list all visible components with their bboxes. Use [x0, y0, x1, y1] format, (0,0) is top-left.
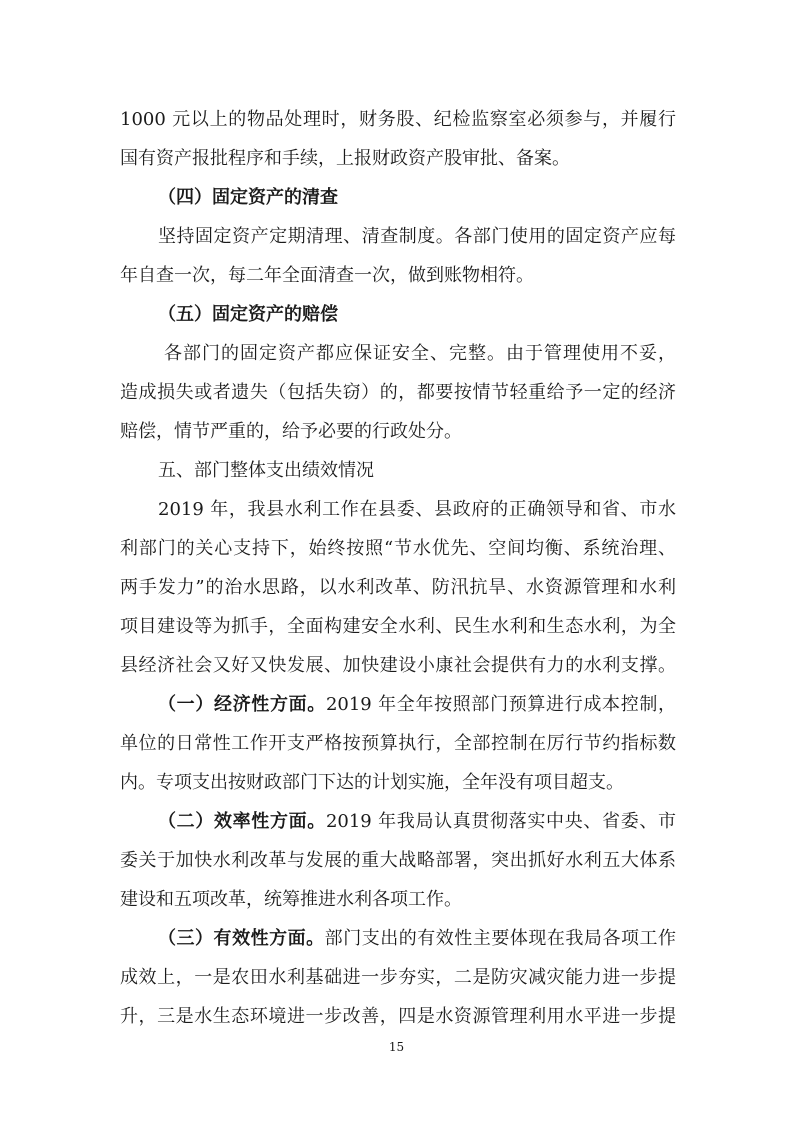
text-line	[120, 770, 676, 796]
text-line-content: 各部门的固定资产都应保证安全、完整。由于管理使用不妥，	[164, 343, 676, 364]
text-line	[120, 965, 676, 991]
text-line-content: 2019 年我局认真贯彻落实中央、省委、市	[325, 811, 676, 832]
text-line	[120, 848, 676, 874]
text-line	[158, 497, 676, 523]
section-heading-text: （四）固定资产的清查	[158, 187, 338, 208]
text-line	[158, 809, 676, 835]
text-line-content: 两手发力”的治水思路，以水利改革、防汛抗旱、水资源管理和水利	[120, 577, 676, 598]
text-line	[120, 380, 676, 406]
text-line-content: 国有资产报批程序和手续，上报财政资产股审批、备案。	[120, 148, 570, 169]
section-heading	[158, 302, 676, 328]
text-line-content: 单位的日常性工作开支严格按预算执行，全部控制在厉行节约指标数	[120, 733, 676, 754]
text-line-content: 1000 元以上的物品处理时，财务股、纪检监察室必须参与，并履行	[120, 109, 676, 130]
text-line-content: 2019 年，我县水利工作在县委、县政府的正确领导和省、市水	[158, 499, 676, 520]
text-line	[120, 263, 676, 289]
text-line	[120, 614, 676, 640]
inline-bold-lead: （三）有效性方面。	[158, 928, 325, 949]
text-line	[158, 692, 676, 718]
inline-bold-lead: （二）效率性方面。	[158, 811, 326, 832]
section-heading-text: （五）固定资产的赔偿	[158, 304, 338, 325]
inline-bold-lead: （一）经济性方面。	[158, 694, 326, 715]
text-line-content: 坚持固定资产定期清理、清查制度。各部门使用的固定资产应每	[158, 226, 676, 247]
text-line	[120, 419, 676, 445]
text-line-content: 赔偿，情节严重的，给予必要的行政处分。	[120, 421, 462, 442]
text-line	[164, 341, 676, 367]
text-line	[120, 887, 676, 913]
text-line	[120, 575, 676, 601]
text-line-content: 造成损失或者遗失（包括失窃）的，都要按情节轻重给予一定的经济	[120, 382, 676, 403]
text-line	[120, 536, 676, 562]
section-heading	[158, 185, 676, 211]
text-line-content: 委关于加快水利改革与发展的重大战略部署，突出抓好水利五大体系	[120, 850, 676, 871]
text-line-content: 利部门的关心支持下，始终按照“节水优先、空间均衡、系统治理、	[120, 538, 676, 559]
text-line-content: 项目建设等为抓手，全面构建安全水利、民生水利和生态水利，为全	[120, 616, 676, 637]
text-line	[120, 731, 676, 757]
text-line	[158, 926, 676, 952]
text-line	[120, 146, 676, 172]
text-line-content: 县经济社会又好又快发展、加快建设小康社会提供有力的水利支撑。	[120, 655, 676, 676]
text-line-content: 2019 年全年按照部门预算进行成本控制，	[325, 694, 676, 715]
text-line-content: 成效上，一是农田水利基础进一步夯实，二是防灾减灾能力进一步提	[120, 967, 676, 988]
text-line	[120, 107, 676, 133]
text-line-content: 年自查一次，每二年全面清查一次，做到账物相符。	[120, 265, 534, 286]
text-line-content: 升，三是水生态环境进一步改善，四是水资源管理利用水平进一步提	[120, 1006, 676, 1027]
text-line	[158, 224, 676, 250]
text-line	[120, 1004, 676, 1030]
chapter-heading-text: 五、部门整体支出绩效情况	[158, 460, 374, 481]
text-line-content: 部门支出的有效性主要体现在我局各项工作	[324, 928, 676, 949]
text-line-content: 建设和五项改革，统筹推进水利各项工作。	[120, 889, 462, 910]
chapter-heading	[158, 458, 676, 484]
text-line-content: 内。专项支出按财政部门下达的计划实施，全年没有项目超支。	[120, 772, 624, 793]
text-line	[120, 653, 676, 679]
page-number: 15	[388, 1040, 405, 1054]
